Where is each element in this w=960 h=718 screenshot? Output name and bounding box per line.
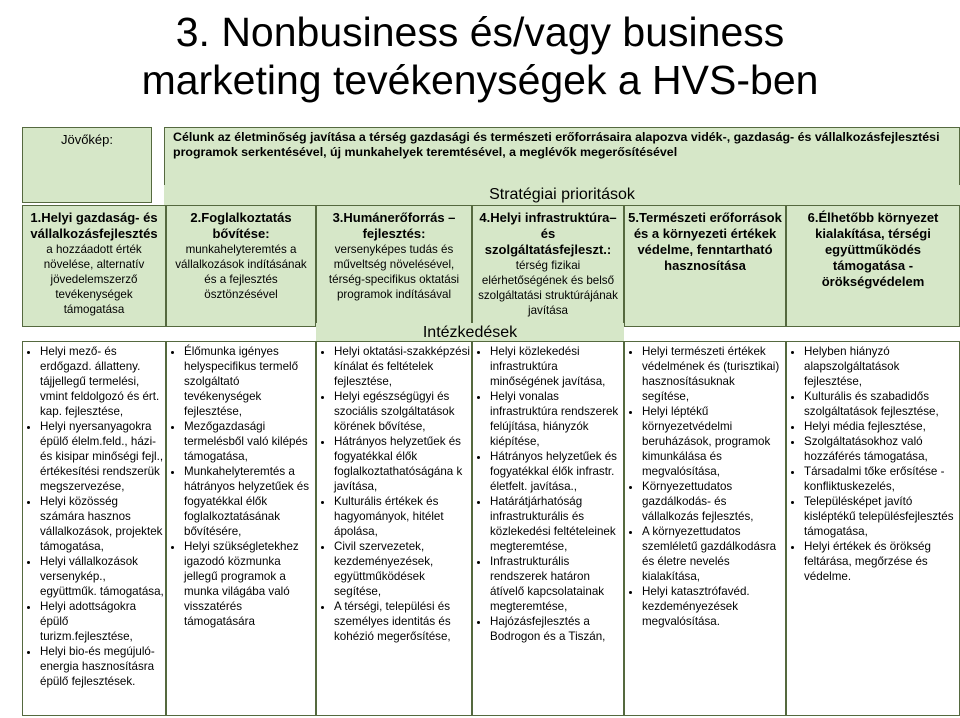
measure-item: • Társadalmi tőke erősítése - konfliktuskezelés,: [804, 464, 958, 494]
page-title: [0, 8, 960, 104]
measure-item: • Környezettudatos gazdálkodás- és vállalkozás fejlesztés,: [642, 479, 784, 524]
measure-item: • Kulturális értékek és hagyományok, hitélet ápolása,: [334, 494, 470, 539]
priority-1-body: a hozzáadott érték növelése, alternatív jövedelemszerző tevékenységek támogatása: [43, 243, 145, 316]
measure-item: • Határátjárhatóság infrastrukturális és közlekedési feltételeinek megteremtése,: [490, 494, 622, 554]
measure-item: • Élőmunka igényes helyspecifikus termelő szolgáltató tevékenységek fejlesztése,: [184, 344, 314, 419]
measure-item: • Kulturális és szabadidős szolgáltatások fejlesztése,: [804, 389, 958, 419]
priority-2-title: 2.Foglalkoztatás bővítése:: [190, 210, 292, 241]
priority-1: [22, 205, 166, 327]
priority-2: [166, 205, 316, 327]
priority-1-title: 1.Helyi gazdaság- és vállalkozásfejlesztés: [30, 210, 158, 241]
priority-6-title: 6.Élhetőbb környezet kialakítása, térségi együttműködés támogatása - örökségvédelem: [807, 210, 939, 289]
measure-item: • Hajózásfejlesztés a Bodrogon és a Tiszán,: [490, 614, 622, 644]
measure-item: • Helyi közlekedési infrastruktúra minőségének javítása,: [490, 344, 622, 389]
measure-item: • Helyi bio-és megújuló-energia hasznosításra épülő fejlesztések.: [40, 644, 164, 689]
measure-item: • Településképet javító kisléptékű településfejlesztés támogatása,: [804, 494, 958, 539]
measure-item: • Helyi nyersanyagokra épülő élelm.feld., házi- és kisipar minőségi fejl., értékesítési rendszerük megszervezése,: [40, 419, 164, 494]
measure-item: • Infrastrukturális rendszerek határon átívelő kapcsolatainak megteremtése,: [490, 554, 622, 614]
measure-item: • Helyi közösség számára hasznos vállalkozások, projektek támogatása,: [40, 494, 164, 554]
title-line-1: 3. Nonbusiness és/vagy business: [175, 9, 785, 55]
measures-header-text: Intézkedések: [422, 324, 518, 341]
measure-item: • Munkahelyteremtés a hátrányos helyzetűek és fogyatékkal élők foglalkoztatásának bővítésére,: [184, 464, 314, 539]
measure-item: • Helyi adottságokra épülő turizm.fejlesztése,: [40, 599, 164, 644]
priority-5: [624, 205, 786, 327]
priority-5-title: 5.Természeti erőforrások és a környezeti értékek védelme, fenntartható hasznosítása: [628, 210, 782, 273]
measures-4: [472, 341, 624, 716]
measures-header: [316, 323, 624, 343]
measure-item: • Helyi katasztrófavéd. kezdeményezések megvalósítása.: [642, 584, 784, 629]
measure-item: • Helyi léptékű környezetvédelmi beruházások, programok kimunkálása és megvalósítása,: [642, 404, 784, 479]
measure-item: • Civil szervezetek, kezdeményezések, együttműködések segítése,: [334, 539, 470, 599]
priority-3: [316, 205, 472, 327]
strategy-table: [22, 127, 960, 716]
measure-item: • Helyi oktatási-szakképzési kínálat és feltételek fejlesztése,: [334, 344, 470, 389]
measure-item: • A térségi, települési és személyes identitás és kohézió megerősítése,: [334, 599, 470, 644]
priority-3-body: versenyképes tudás és műveltség növelésével, térség-specifikus oktatási programok indításával: [328, 243, 460, 301]
measure-item: • Helyi vonalas infrastruktúra rendszerek felújítása, hiányzók kiépítése,: [490, 389, 622, 449]
title-line-2: marketing tevékenységek a HVS-ben: [141, 57, 819, 103]
priority-3-title: 3.Humánerőforrás – fejlesztés:: [332, 210, 456, 241]
measure-item: • Helyi természeti értékek védelmének és (turisztikai) hasznosításuknak segítése,: [642, 344, 784, 404]
measure-item: • A környezettudatos szemléletű gazdálkodásra és életre nevelés kialakítása,: [642, 524, 784, 584]
measures-2: [166, 341, 316, 716]
measure-item: • Helyi egészségügyi és szociális szolgáltatások körének bővítése,: [334, 389, 470, 434]
measure-item: • Helyi média fejlesztése,: [804, 419, 958, 434]
measures-5: [624, 341, 786, 716]
measure-item: • Helyi értékek és örökség feltárása, megőrzése és védelme.: [804, 539, 958, 584]
priority-4: [472, 205, 624, 327]
priority-4-body: térség fizikai elérhetőségének és belső szolgáltatási struktúrájának javítása: [478, 259, 618, 317]
measure-item: • Mezőgazdasági termelésből való kilépés támogatása,: [184, 419, 314, 464]
measure-item: • Hátrányos helyzetűek és fogyatékkal élők infrastr. életfelt. javítása.,: [490, 449, 622, 494]
measures-1: [22, 341, 166, 716]
priority-6: [786, 205, 960, 327]
vision-label: Jövőkép:: [60, 132, 114, 147]
measures-6: [786, 341, 960, 716]
priorities-header: [164, 185, 960, 205]
measure-item: • Helyi mező- és erdőgazd. állatteny. tájjellegű termelési, vmint feldolgozó és ért. kap. fejlesztése,: [40, 344, 164, 419]
measure-item: • Helyi szükségletekhez igazodó közmunka jellegű programok a munka világába való visszatérés támogatására: [184, 539, 314, 629]
measure-item: • Helyi vállalkozások versenykép., együttműk. támogatása,: [40, 554, 164, 599]
priorities-header-text: Stratégiai prioritások: [489, 186, 635, 203]
priority-4-title: 4.Helyi infrastruktúra– és szolgáltatásfejleszt.:: [479, 210, 617, 257]
measure-item: • Szolgáltatásokhoz való hozzáférés támogatása,: [804, 434, 958, 464]
priority-2-body: munkahelyteremtés a vállalkozások indításának és a fejlesztés ösztönzésével: [175, 243, 307, 301]
measure-item: • Hátrányos helyzetűek és fogyatékkal élők foglalkoztathatóságána k javítása,: [334, 434, 470, 494]
measures-3: [316, 341, 472, 716]
vision-text: Célunk az életminőség javítása a térség gazdasági és természeti erőforrásaira alapozva vidék-, gazdaság- és vállalkozásfejlesztési programok serkentésével, új munkahelyek teremtésével, a meglévők megerősítésével: [173, 130, 940, 159]
vision-label-cell: [22, 127, 152, 203]
vision-text-cell: [164, 127, 960, 189]
measure-item: • Helyben hiányzó alapszolgáltatások fejlesztése,: [804, 344, 958, 389]
